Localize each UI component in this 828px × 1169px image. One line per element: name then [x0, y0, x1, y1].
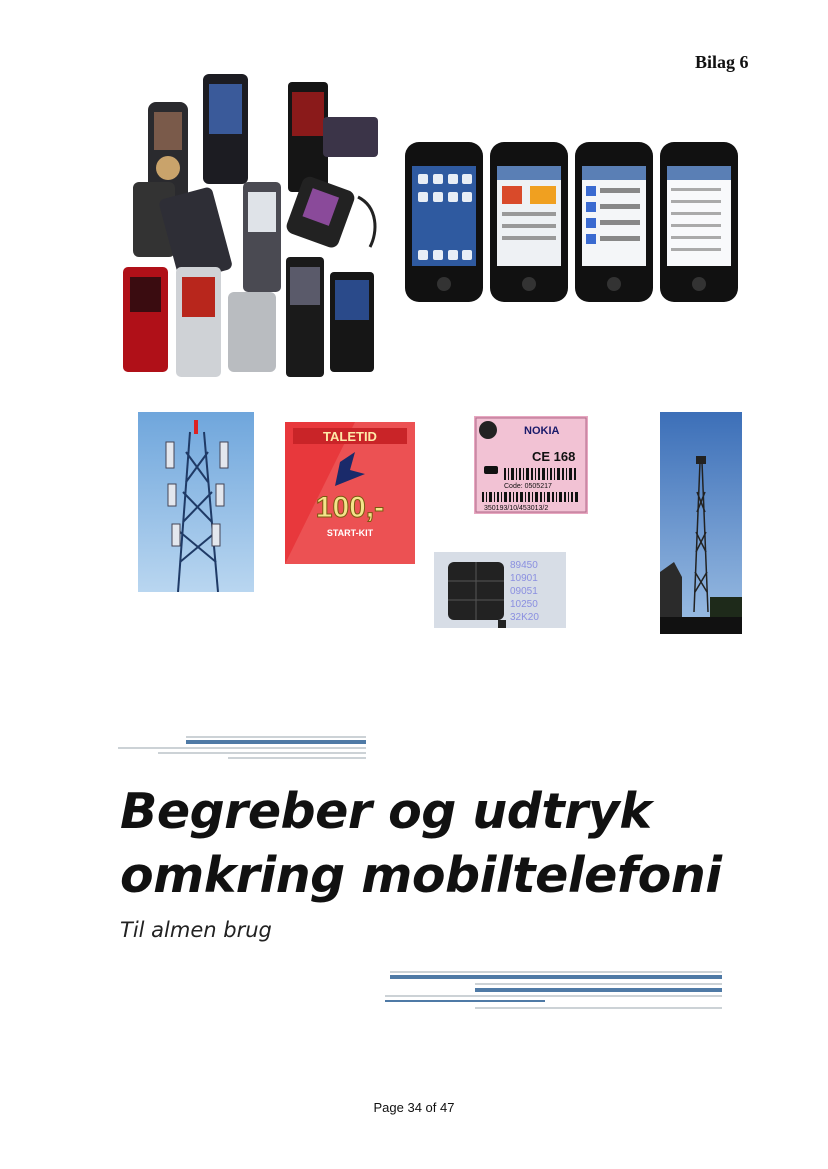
sim-line-4: 10250: [510, 599, 538, 610]
card-amount-text: 100,-: [315, 491, 385, 524]
card-sub-text: START-KIT: [326, 528, 374, 538]
document-title: [120, 780, 722, 908]
sim-line-5: 32K20: [510, 612, 539, 623]
sim-line-2: 10901: [510, 573, 538, 584]
title-line-2: omkring mobiltelefoni: [120, 847, 722, 904]
label-ce-text: CE 168: [532, 449, 576, 464]
prepaid-card-icon: [285, 422, 415, 564]
sim-line-1: 89450: [510, 560, 538, 571]
cell-tower-icon: [138, 412, 254, 592]
mobile-phones-collage-icon: [108, 72, 393, 384]
sim-line-3: 09051: [510, 586, 538, 597]
title-line-1: Begreber og udtryk: [120, 783, 652, 840]
phone-label-icon: [474, 416, 588, 514]
decorative-lines-top: [118, 734, 368, 764]
page-number: Page 34 of 47: [373, 1100, 455, 1115]
label-brand-text: NOKIA: [524, 425, 560, 437]
label-code-text: Code: 0505217: [504, 483, 552, 490]
radio-mast-icon: [660, 412, 742, 634]
decorative-lines-bottom: [385, 968, 725, 1014]
document-subtitle: Til almen brug: [120, 918, 272, 942]
card-brand-text: TALETID: [323, 429, 377, 444]
sim-card-icon: [434, 552, 566, 628]
smartphones-row-icon: [400, 138, 745, 318]
appendix-label: Bilag 6: [695, 52, 749, 72]
label-imei-text: 350193/10/453013/2: [484, 505, 549, 512]
